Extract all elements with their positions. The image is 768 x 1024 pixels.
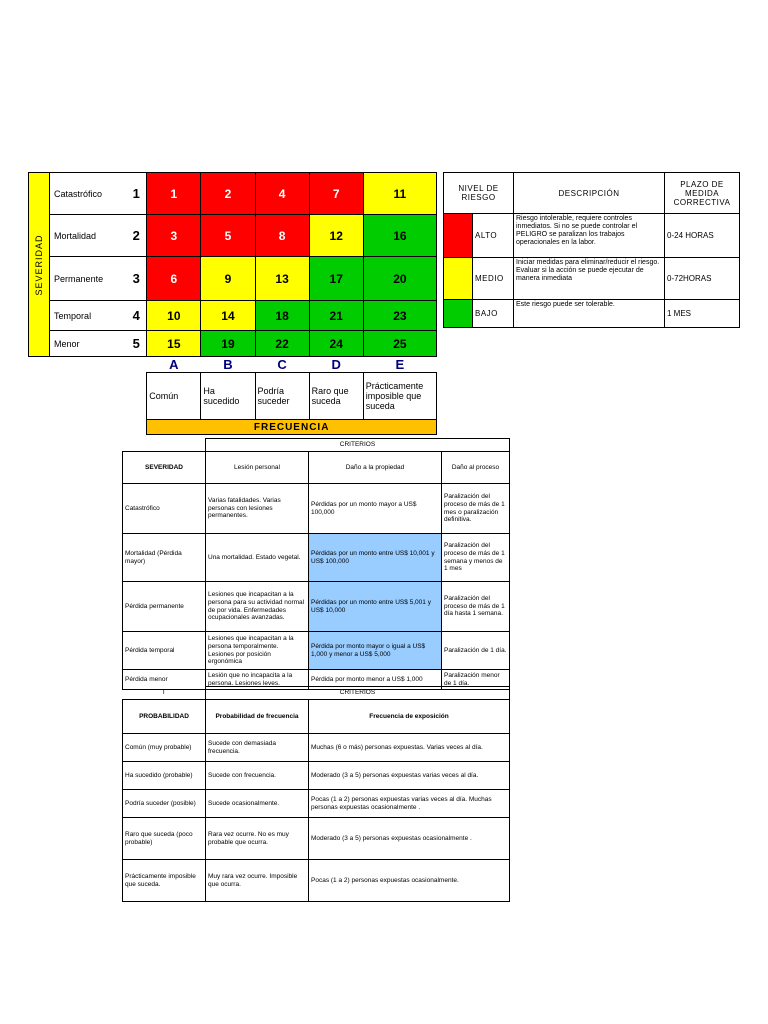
criteria-header: CRITERIOS (206, 687, 510, 700)
frequency-desc-row (29, 373, 437, 420)
frequency-label: FRECUENCIA (147, 420, 437, 435)
severity-axis (29, 173, 50, 357)
severity-cell: Pérdida temporal (123, 632, 206, 670)
risk-cell: 8 (255, 215, 309, 257)
risk-cell: 9 (201, 257, 255, 301)
exposure-header: Frecuencia de exposición (309, 700, 510, 734)
severity-name: Permanente (50, 257, 127, 301)
injury-cell: Lesiones que incapacitan a la persona temporalmente. Lesiones por posición ergonómica (206, 632, 309, 670)
table-row (123, 582, 510, 632)
severity-number: 3 (126, 257, 147, 301)
severity-number: 5 (126, 331, 147, 357)
severity-header: SEVERIDAD (123, 452, 206, 484)
severity-number: 2 (126, 215, 147, 257)
severity-number: 4 (126, 301, 147, 331)
legend-header-description: DESCRIPCIÓN (514, 173, 665, 214)
property-cell: Pérdida por monto mayor o igual a US$ 1,000 y menor a US$ 5,000 (309, 632, 442, 670)
injury-cell: Varias fatalidades. Varias personas con lesiones permanentes. (206, 484, 309, 534)
risk-cell: 20 (363, 257, 436, 301)
risk-cell: 22 (255, 331, 309, 357)
table-row (123, 762, 510, 790)
risk-cell: 2 (201, 173, 255, 215)
exposure-cell: Moderado (3 a 5) personas expuestas ocasionalmente . (309, 818, 510, 860)
probability-cell: Podría suceder (posible) (123, 790, 206, 818)
frequency-description: Común (147, 373, 201, 420)
risk-cell: 14 (201, 301, 255, 331)
frequency-bar-row (29, 420, 437, 435)
exposure-cell: Pocas (1 a 2) personas expuestas varias veces al día. Muchas personas expuestas ocasionalmente . (309, 790, 510, 818)
process-header: Daño al proceso (442, 452, 510, 484)
probability-criteria-table (122, 686, 510, 902)
legend-color-swatch (444, 258, 473, 300)
probability-cell: Común (muy probable) (123, 734, 206, 762)
legend-row (444, 214, 740, 258)
risk-cell: 23 (363, 301, 436, 331)
frequency-cell: Muy rara vez ocurre. Imposible que ocurra. (206, 860, 309, 902)
risk-cell: 19 (201, 331, 255, 357)
risk-cell: 11 (363, 173, 436, 215)
frequency-letter: E (395, 357, 405, 372)
process-cell: Paralización del proceso de más de 1 semana y menos de 1 mes (442, 534, 510, 582)
risk-cell: 16 (363, 215, 436, 257)
legend-header-term: PLAZO DE MEDIDA CORRECTIVA (665, 173, 740, 214)
severity-cell: Pérdida permanente (123, 582, 206, 632)
exposure-cell: Muchas (6 o más) personas expuestas. Varias veces al día. (309, 734, 510, 762)
risk-matrix (28, 172, 437, 435)
legend-color-swatch (444, 214, 473, 258)
injury-cell: Lesiones que incapacitan a la persona para su actividad normal de por vida. Enfermedades ocupacionales avanzadas. (206, 582, 309, 632)
exposure-cell: Moderado (3 a 5) personas expuestas varias veces al día. (309, 762, 510, 790)
legend-color-swatch (444, 300, 473, 328)
legend-level: ALTO (473, 214, 514, 258)
frequency-letter: A (169, 357, 179, 372)
risk-cell: 10 (147, 301, 201, 331)
frequency-cell: Sucede con frecuencia. (206, 762, 309, 790)
probability-header: PROBABILIDAD (123, 700, 206, 734)
exposure-cell: Pocas (1 a 2) personas expuestas ocasionalmente. (309, 860, 510, 902)
frequency-description: Podría suceder (255, 373, 309, 420)
frequency-description: Ha sucedido (201, 373, 255, 420)
probability-cell: Prácticamente imposible que suceda. (123, 860, 206, 902)
property-cell: Pérdida por monto menor a US$ 1,000 (309, 670, 442, 690)
legend-level: BAJO (473, 300, 514, 328)
matrix-row (29, 331, 437, 357)
severity-name: Mortalidad (50, 215, 127, 257)
frequency-cell: Rara vez ocurre. No es muy probable que ocurra. (206, 818, 309, 860)
risk-cell: 3 (147, 215, 201, 257)
criteria-header: CRITERIOS (206, 439, 510, 452)
frequency-letter: B (223, 357, 233, 372)
injury-cell: Lesión que no incapacita a la persona. Lesiones leves. (206, 670, 309, 690)
property-header: Daño a la propiedad (309, 452, 442, 484)
severity-cell: Pérdida menor (123, 670, 206, 690)
probability-cell: Ha sucedido (probable) (123, 762, 206, 790)
table-row (123, 790, 510, 818)
severity-name: Catastrófico (50, 173, 127, 215)
legend-term: 1 MES (665, 300, 740, 328)
legend-row (444, 300, 740, 328)
process-cell: Paralización del proceso de más de 1 mes o paralización definitiva. (442, 484, 510, 534)
injury-cell: Una mortalidad. Estado vegetal. (206, 534, 309, 582)
risk-cell: 4 (255, 173, 309, 215)
risk-cell: 12 (309, 215, 363, 257)
frequency-description: Raro que suceda (309, 373, 363, 420)
table-row (123, 734, 510, 762)
risk-cell: 17 (309, 257, 363, 301)
frequency-letter: C (277, 357, 287, 372)
process-cell: Paralización menor de 1 día. (442, 670, 510, 690)
legend-term: 0-24 HORAS (665, 214, 740, 258)
severity-name: Temporal (50, 301, 127, 331)
risk-cell: 25 (363, 331, 436, 357)
property-cell: Pérdidas por un monto entre US$ 10,001 y US$ 100,000 (309, 534, 442, 582)
legend-level: MEDIO (473, 258, 514, 300)
frequency-cell: Sucede con demasiada frecuencia. (206, 734, 309, 762)
severity-name: Menor (50, 331, 127, 357)
matrix-row (29, 215, 437, 257)
risk-cell: 5 (201, 215, 255, 257)
legend-term: 0-72HORAS (665, 258, 740, 300)
risk-cell: 1 (147, 173, 201, 215)
matrix-row (29, 301, 437, 331)
legend-description: Iniciar medidas para eliminar/reducir el riesgo. Evaluar si la acción se puede ejecutar de manera inmediata (514, 258, 665, 300)
risk-level-legend (443, 172, 740, 328)
table-row (123, 632, 510, 670)
risk-cell: 24 (309, 331, 363, 357)
risk-cell: 21 (309, 301, 363, 331)
frequency-letters-row (29, 357, 437, 373)
frequency-description: Prácticamente imposible que suceda (363, 373, 436, 420)
legend-header-level: NIVEL DE RIESGO (444, 173, 514, 214)
severity-criteria-table (122, 438, 510, 690)
injury-header: Lesión personal (206, 452, 309, 484)
table-row (123, 484, 510, 534)
table-row (123, 534, 510, 582)
property-cell: Pérdidas por un monto mayor a US$ 100,000 (309, 484, 442, 534)
risk-cell: 15 (147, 331, 201, 357)
matrix-row (29, 173, 437, 215)
frequency-letter: D (331, 357, 341, 372)
corner-mark: I (162, 688, 165, 696)
process-cell: Paralización del proceso de más de 1 día hasta 1 semana. (442, 582, 510, 632)
severity-number: 1 (126, 173, 147, 215)
severity-cell: Catastrófico (123, 484, 206, 534)
process-cell: Paralización de 1 día. (442, 632, 510, 670)
risk-cell: 7 (309, 173, 363, 215)
risk-cell: 6 (147, 257, 201, 301)
property-cell: Pérdidas por un monto entre US$ 5,001 y US$ 10,000 (309, 582, 442, 632)
table-row (123, 818, 510, 860)
legend-row (444, 258, 740, 300)
table-row (123, 860, 510, 902)
matrix-row (29, 257, 437, 301)
severity-cell: Mortalidad (Pérdida mayor) (123, 534, 206, 582)
legend-description: Este riesgo puede ser tolerable. (514, 300, 665, 328)
probability-cell: Raro que suceda (poco probable) (123, 818, 206, 860)
severity-axis-label: SEVERIDAD (34, 233, 45, 296)
frequency-header: Probabilidad de frecuencia (206, 700, 309, 734)
frequency-cell: Sucede ocasionalmente. (206, 790, 309, 818)
risk-cell: 13 (255, 257, 309, 301)
risk-cell: 18 (255, 301, 309, 331)
legend-description: Riesgo intolerable, requiere controles inmediatos. Si no se puede controlar el PELIGRO se paralizan los trabajos operacionales en la labor. (514, 214, 665, 258)
